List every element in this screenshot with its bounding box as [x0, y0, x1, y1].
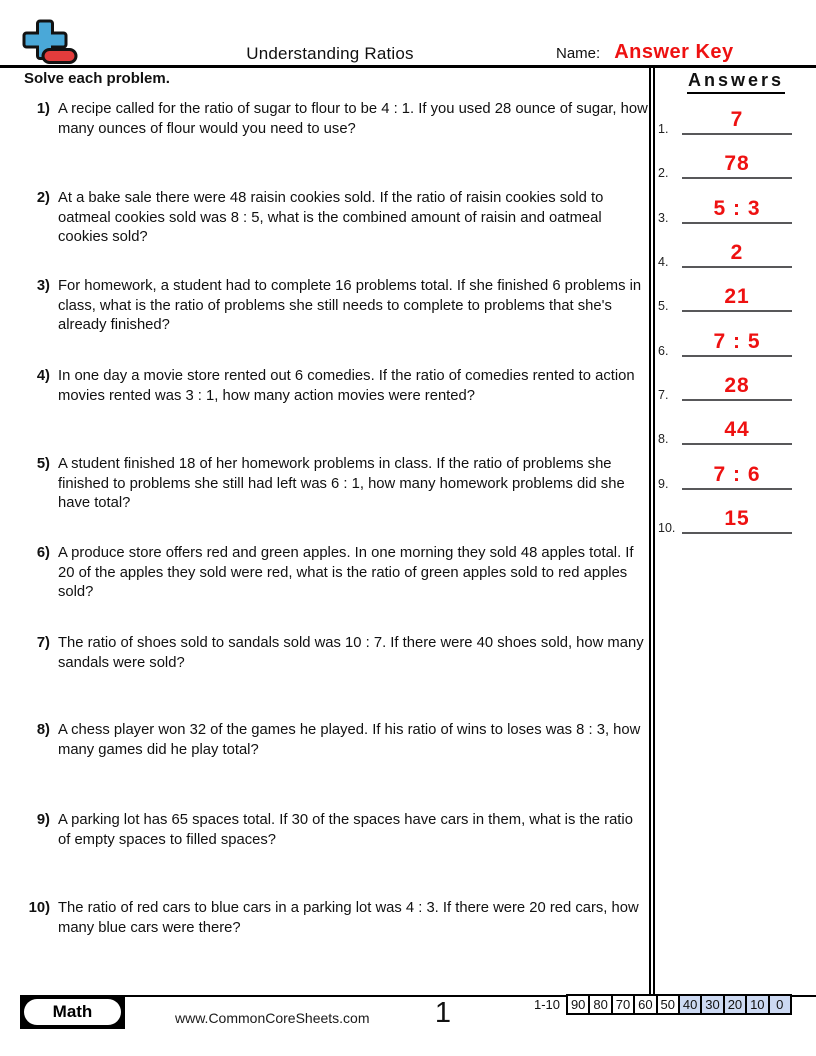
answers-heading-text: Answers	[687, 70, 785, 94]
answer-row-3	[656, 184, 796, 228]
answer-blank-line	[682, 365, 792, 401]
answer-row-10	[656, 494, 796, 538]
page-number: 1	[434, 997, 452, 1029]
plus-minus-logo-icon	[22, 18, 78, 68]
subject-badge: Math	[24, 999, 121, 1025]
question-text: A produce store offers red and green apples. In one morning they sold 48 apples total. If 20 of the apples they sold were red, what is the ratio of green apples sold to red apples sold?	[58, 545, 634, 600]
question-number: 8)	[36, 722, 50, 738]
answer-blank-line	[682, 321, 792, 357]
question-text: The ratio of shoes sold to sandals sold was 10 : 7. If there were 40 shoes sold, how many sandals were sold?	[58, 635, 644, 671]
question-item-2	[24, 189, 648, 248]
answer-row-7	[656, 361, 796, 405]
answer-row-6	[656, 317, 796, 361]
answers-divider-inner	[653, 68, 655, 994]
question-item-5	[24, 455, 648, 514]
question-text: At a bake sale there were 48 raisin cookies sold. If the ratio of raisin cookies sold to oatmeal cookies sold was 8 : 5, what is the combined amount of raisin and oatmeal cookies sold?	[58, 190, 604, 245]
answer-row-9	[656, 450, 796, 494]
answer-value: 28	[724, 374, 750, 397]
answer-number: 9.	[658, 477, 669, 491]
question-text: A student finished 18 of her homework problems in class. If the ratio of problems she finished to problems she still had left was 6 : 1, how many homework problems did she have total?	[58, 456, 625, 511]
score-cell-60: 60	[633, 994, 657, 1015]
score-cell-0: 0	[768, 994, 792, 1015]
answer-blank-line	[682, 276, 792, 312]
answer-row-1	[656, 95, 796, 139]
score-cell-10: 10	[745, 994, 769, 1015]
question-number: 4)	[36, 368, 50, 384]
question-number: 6)	[36, 545, 50, 561]
score-cell-80: 80	[588, 994, 612, 1015]
answers-divider-outer	[649, 68, 651, 994]
answer-row-2	[656, 139, 796, 183]
answer-blank-line	[682, 232, 792, 268]
answer-number: 5.	[658, 299, 669, 313]
question-number: 7)	[36, 635, 50, 651]
question-text: For homework, a student had to complete 16 problems total. If she finished 6 problems in class, what is the ratio of problems she still needs to complete to problems that she's already finished?	[58, 278, 642, 333]
question-text: In one day a movie store rented out 6 comedies. If the ratio of comedies rented to action movies rented was 3 : 1, how many action movies were rented?	[58, 368, 635, 404]
question-text: A parking lot has 65 spaces total. If 30 of the spaces have cars in them, what is the ratio of empty spaces to filled spaces?	[58, 812, 633, 848]
answer-blank-line	[682, 143, 792, 179]
answer-number: 7.	[658, 388, 669, 402]
question-number: 5)	[36, 456, 50, 472]
answer-number: 10.	[658, 521, 676, 535]
answer-blank-line	[682, 188, 792, 224]
answer-value: 7	[730, 108, 744, 131]
question-item-10	[24, 899, 648, 938]
header-divider	[0, 65, 816, 68]
question-number: 2)	[36, 190, 50, 206]
question-item-8	[24, 721, 648, 760]
answer-number: 1.	[658, 122, 669, 136]
name-label: Name:	[556, 45, 601, 62]
score-range-label: 1-10	[533, 997, 560, 1012]
question-number: 9)	[36, 812, 50, 828]
worksheet-title: Understanding Ratios	[246, 44, 414, 63]
answer-value: 2	[730, 241, 744, 264]
answer-number: 3.	[658, 211, 669, 225]
score-cell-70: 70	[611, 994, 635, 1015]
answer-value: 21	[724, 285, 750, 308]
question-item-3	[24, 277, 648, 336]
answer-value: 78	[724, 152, 750, 175]
score-cell-40: 40	[678, 994, 702, 1015]
answer-row-5	[656, 272, 796, 316]
answer-value: 5 : 3	[713, 197, 761, 220]
name-value-answer-key: Answer Key	[614, 41, 734, 63]
subject-badge-box	[20, 995, 125, 1029]
answer-row-8	[656, 405, 796, 449]
score-cell-50: 50	[656, 994, 680, 1015]
score-cell-30: 30	[700, 994, 724, 1015]
minus-shape	[43, 50, 76, 63]
instructions-text: Solve each problem.	[24, 70, 170, 87]
answer-blank-line	[682, 99, 792, 135]
question-text: A chess player won 32 of the games he played. If his ratio of wins to loses was 8 : 3, how many games did he play total?	[58, 722, 641, 758]
answer-number: 6.	[658, 344, 669, 358]
answer-row-4	[656, 228, 796, 272]
question-item-6	[24, 544, 648, 603]
website-text: www.CommonCoreSheets.com	[175, 1010, 370, 1026]
answer-number: 2.	[658, 166, 669, 180]
answer-number: 8.	[658, 432, 669, 446]
answer-value: 7 : 6	[713, 463, 761, 486]
question-item-1	[24, 100, 648, 139]
answer-value: 44	[724, 418, 750, 441]
answers-heading	[656, 70, 816, 94]
question-number: 10)	[28, 900, 50, 916]
answer-value: 15	[724, 507, 750, 530]
question-number: 1)	[36, 101, 50, 117]
answer-number: 4.	[658, 255, 669, 269]
score-cell-20: 20	[723, 994, 747, 1015]
answer-blank-line	[682, 454, 792, 490]
answer-blank-line	[682, 498, 792, 534]
answer-blank-line	[682, 409, 792, 445]
question-text: A recipe called for the ratio of sugar to flour to be 4 : 1. If you used 28 ounce of sugar, how many ounces of flour would you need to use?	[58, 101, 648, 137]
question-item-7	[24, 634, 648, 673]
answer-value: 7 : 5	[713, 330, 761, 353]
name-row	[556, 41, 734, 64]
question-item-9	[24, 811, 648, 850]
score-grid	[566, 994, 792, 1015]
question-number: 3)	[36, 278, 50, 294]
score-cell-90: 90	[566, 994, 590, 1015]
question-text: The ratio of red cars to blue cars in a parking lot was 4 : 3. If there were 20 red cars, how many blue cars were there?	[58, 900, 639, 936]
question-item-4	[24, 367, 648, 406]
